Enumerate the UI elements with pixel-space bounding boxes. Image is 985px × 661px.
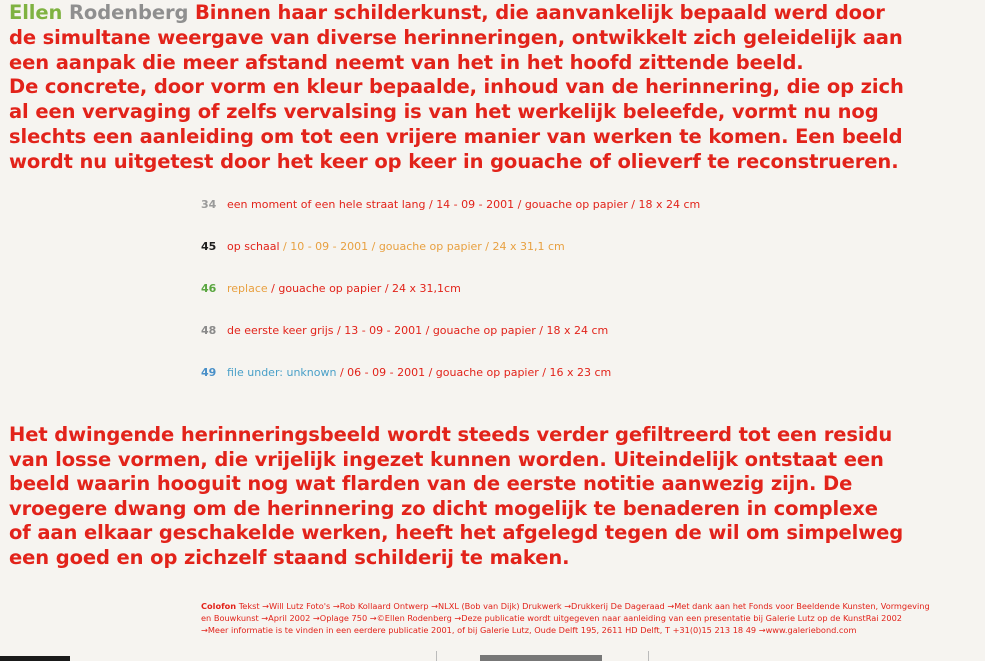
fold-tick	[436, 651, 437, 661]
work-details: een moment of een hele straat lang / 14 - 09 - 2001 / gouache op papier / 18 x 24 cm	[227, 198, 701, 211]
colofon-label: Colofon	[201, 601, 237, 611]
closing-line: een goed en op zichzelf staand schilderij te maken.	[9, 545, 570, 569]
closing-line: vroegere dwang om de herinnering zo dicht mogelijk te benaderen in complexe	[9, 496, 878, 520]
work-item	[201, 324, 700, 366]
work-details: de eerste keer grijs / 13 - 09 - 2001 / gouache op papier / 18 x 24 cm	[227, 324, 609, 337]
work-medium: gouache op papier	[524, 198, 628, 211]
closing-line: beeld waarin hooguit nog wat flarden van de eerste notitie aanwezig zijn. De	[9, 472, 853, 496]
work-title: de eerste keer grijs	[227, 324, 334, 337]
work-details: file under: unknown / 06 - 09 - 2001 / gouache op papier / 16 x 23 cm	[227, 366, 612, 379]
artist-first-name: Ellen	[9, 1, 63, 24]
work-item	[201, 198, 700, 240]
work-medium: gouache op papier	[278, 282, 382, 295]
artist-last-name: Rodenberg	[69, 1, 189, 24]
intro-line: slechts een aanleiding om tot een vrijere manier van werken te komen. Een beeld	[9, 124, 903, 148]
photo-edge	[480, 655, 602, 661]
work-date: 06 - 09 - 2001	[347, 366, 426, 379]
intro-line: de simultane weergave van diverse herinneringen, ontwikkelt zich geleidelijk aan	[9, 25, 903, 49]
work-item	[201, 282, 700, 324]
work-size: 18 x 24 cm	[638, 198, 701, 211]
work-date: 10 - 09 - 2001	[290, 240, 369, 253]
intro-line: een aanpak die meer afstand neemt van het in het hoofd zittende beeld.	[9, 50, 804, 74]
intro-line: al een vervaging of zelfs vervalsing is van het werkelijk beleefde, vormt nu nog	[9, 100, 879, 124]
closing-line: Het dwingende herinneringsbeeld wordt steeds verder gefiltreerd tot een residu	[9, 423, 893, 446]
work-details: op schaal / 10 - 09 - 2001 / gouache op papier / 24 x 31,1 cm	[227, 240, 565, 253]
work-title: file under: unknown	[227, 366, 337, 379]
work-medium: gouache op papier	[435, 366, 539, 379]
fold-tick	[648, 651, 649, 661]
colofon-line	[201, 600, 930, 612]
colofon-line: →Meer informatie is te vinden in een eerdere publicatie 2001, of bij Galerie Lutz, Oude Delft 195, 2611 HD Delft, T +31(0)15 213 18 49 →www.galeriebond.com	[201, 625, 857, 635]
intro-line: De concrete, door vorm en kleur bepaalde, inhoud van de herinnering, die op zich	[9, 75, 904, 99]
work-number: 46	[201, 282, 217, 295]
work-title: een moment of een hele straat lang	[227, 198, 426, 211]
work-date: 13 - 09 - 2001	[344, 324, 423, 337]
intro-paragraph	[9, 1, 904, 175]
work-title: replace	[227, 282, 268, 295]
work-size: 24 x 31,1cm	[392, 282, 461, 295]
colofon-line: en Bouwkunst →April 2002 →Oplage 750 →©Ellen Rodenberg →Deze publicatie wordt uitgegeven naar aanleiding van een presentatie bij Galerie Lutz op de KunstRai 2002	[201, 613, 903, 623]
closing-paragraph	[9, 423, 903, 571]
closing-line: van losse vormen, die vrijelijk ingezet kunnen worden. Uiteindelijk ontstaat een	[9, 447, 884, 471]
work-date: 14 - 09 - 2001	[436, 198, 515, 211]
colofon	[201, 600, 930, 636]
work-item	[201, 240, 700, 282]
work-size: 18 x 24 cm	[546, 324, 609, 337]
work-medium: gouache op papier	[378, 240, 482, 253]
work-title: op schaal	[227, 240, 280, 253]
work-number: 48	[201, 324, 217, 337]
works-list	[201, 198, 700, 408]
work-details: replace / gouache op papier / 24 x 31,1cm	[227, 282, 461, 295]
intro-line-text: Binnen haar schilderkunst, die aanvankelijk bepaald werd door	[195, 1, 885, 24]
work-size: 24 x 31,1 cm	[492, 240, 565, 253]
closing-line: of aan elkaar geschakelde werken, heeft het afgelegd tegen de wil om simpelweg	[9, 521, 904, 545]
intro-line: wordt nu uitgetest door het keer op keer in gouache of olieverf te reconstrueren.	[9, 149, 899, 173]
work-number: 49	[201, 366, 217, 379]
intro-line	[9, 1, 904, 26]
work-medium: gouache op papier	[432, 324, 536, 337]
work-number: 34	[201, 198, 217, 211]
work-item	[201, 366, 700, 408]
bottom-edge-bar	[0, 656, 70, 661]
work-size: 16 x 23 cm	[549, 366, 612, 379]
colofon-text: Tekst →Will Lutz Foto's →Rob Kollaard Ontwerp →NLXL (Bob van Dijk) Drukwerk →Drukkerij De Dageraad →Met dank aan het Fonds voor Beeldende Kunsten, Vormgeving	[238, 601, 930, 611]
work-number: 45	[201, 240, 217, 253]
